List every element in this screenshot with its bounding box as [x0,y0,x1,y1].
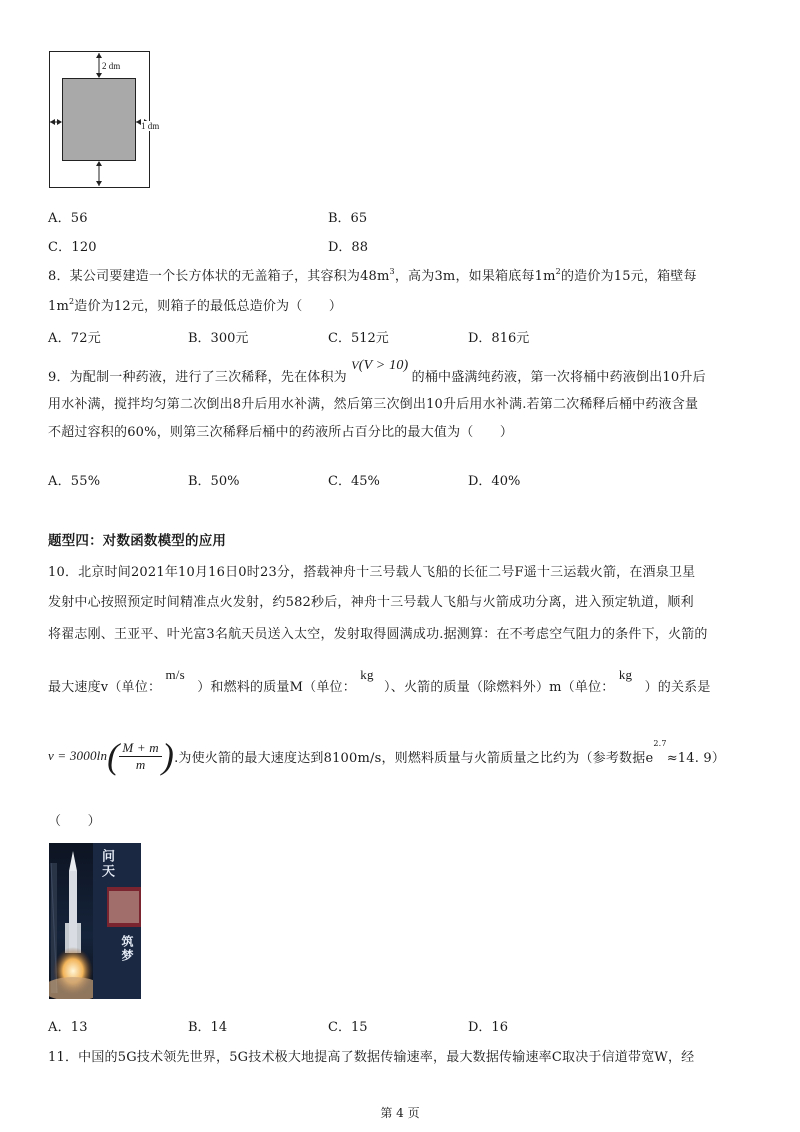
q9-option-c: C．45% [328,474,380,489]
q7-option-b: B．65 [328,211,368,226]
q7-option-a: A．56 [48,211,88,226]
q9-line-1: 9．为配制一种药液，进行了三次稀释，先在体积为 V(V > 10) 的桶中盛满纯药液，第一次将桶中药液倒出10升后 [48,358,706,385]
q10-line-1: 10．北京时间2021年10月16日0时23分，搭载神舟十三号载人飞船的长征二号F遥十三运载火箭，在酒泉卫星 [48,565,696,580]
q9-line-3: 不超过容积的60%，则第三次稀释后桶中的药液所占百分比的最大值为（ ） [48,425,514,440]
dim-label-top: 2 dm [102,61,121,71]
q8-line-1: 8．某公司要建造一个长方体状的无盖箱子，其容积为$48m^3$，高为3m，如果箱底每$1m^2$的造价为15元，箱壁每 [48,267,697,284]
q8-option-b: B．300元 [188,331,249,346]
q10-line-2: 发射中心按照预定时间精准点火发射，约582秒后，神舟十三号载人飞船与火箭成功分离，进入预定轨道，顺利 [48,595,694,610]
box-net-diagram [49,51,150,188]
section-title: 题型四：对数函数模型的应用 [48,533,227,549]
q8-option-a: A．72元 [48,331,101,346]
q9-option-a: A．55% [48,474,101,489]
q10-option-a: A．13 [48,1020,88,1035]
page-number: 第 4 页 [380,1106,420,1120]
q10-option-d: D．16 [468,1020,508,1035]
rocket-formula: v = 3000ln ( $\frac{M + m}{m}$ ) [48,736,175,776]
q10-line-4: 最大速度v（单位： m/s ）和燃料的质量M（单位： kg ）、火箭的质量（除燃料外）m（单位： kg ）的关系是 [48,667,711,695]
dim-label-right: 1 dm [141,121,160,131]
poster-caption-2: 筑梦 [120,935,134,963]
q9-option-b: B．50% [188,474,240,489]
q10-answer-blank: （ ） [48,814,101,829]
q10-option-c: C．15 [328,1020,368,1035]
q8-option-c: C．512元 [328,331,389,346]
unit-kg-2: kg [618,667,633,682]
rocket-poster-image [49,843,141,999]
q9-volume-formula: V(V > 10) [351,358,409,373]
unit-kg-1: kg [360,667,374,682]
poster-caption-1: 问天 [99,849,114,879]
q9-option-d: D．40% [468,474,521,489]
q10-line-3: 将翟志刚、王亚平、叶光富3名航天员送入太空，发射取得圆满成功.据测算：在不考虑空气阻力的条件下，火箭的 [48,627,708,642]
q7-option-d: D．88 [328,240,368,255]
q7-option-c: C．120 [48,240,97,255]
q9-line-2: 用水补满，搅拌均匀第二次倒出8升后用水补满，然后第三次倒出10升后用水补满.若第二次稀释后桶中药液含量 [48,397,699,412]
unit-ms: m/s [165,667,185,682]
q8-line-2: $1m^2$造价为12元，则箱子的最低总造价为（ ） [48,297,343,314]
q10-line-5: v = 3000ln ( $\frac{M + m}{m}$ ) .为使火箭的最大速度达到8100m/s，则燃料质量与火箭质量之比约为（参考数据$e^{2.7}\approx 14$. 9） [48,736,726,776]
q8-option-d: D．816元 [468,331,530,346]
q11-line-1: 11．中国的5G技术领先世界，5G技术极大地提高了数据传输速率，最大数据传输速率C取决于信道带宽W，经 [48,1050,695,1065]
figure-q7 [49,51,160,188]
q10-option-b: B．14 [188,1020,228,1035]
